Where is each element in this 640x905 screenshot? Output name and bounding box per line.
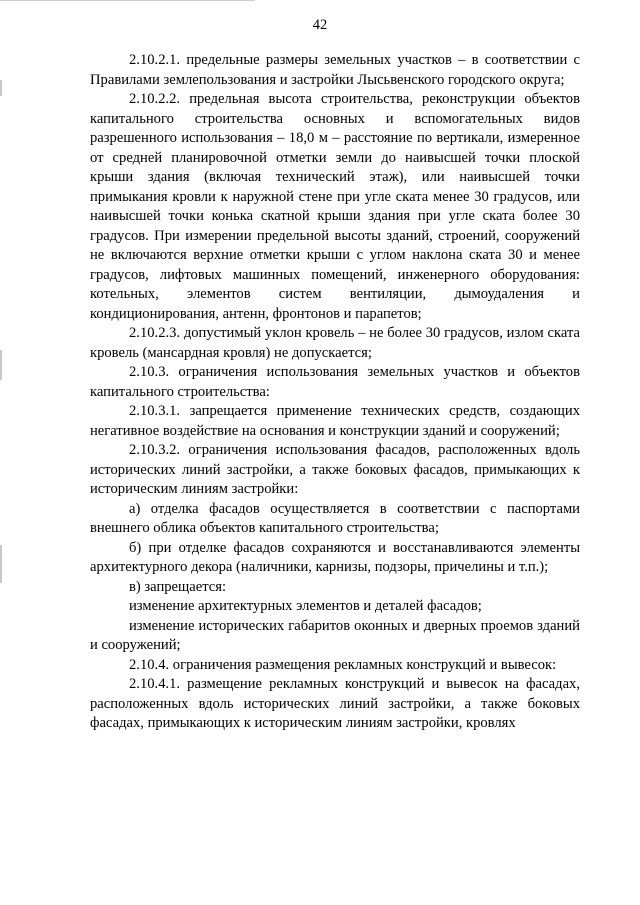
paragraph: 2.10.3.1. запрещается применение технических средств, создающих негативное воздействие на основания и конструкции зданий и сооружений; — [90, 403, 580, 439]
paragraph: изменение исторических габаритов оконных и дверных проемов зданий и сооружений; — [90, 617, 580, 653]
paragraph: 2.10.3. ограничения использования земельных участков и объектов капитального строительства: — [90, 364, 580, 400]
paragraph: б) при отделке фасадов сохраняются и восстанавливаются элементы архитектурного декора (наличники, карнизы, подзоры, причелины и т.п.); — [90, 539, 580, 575]
scan-edge-mark — [0, 350, 2, 380]
paragraph: 2.10.4.1. размещение рекламных конструкций и вывесок на фасадах, расположенных вдоль исторических линий застройки, а также боковых фасадах, примыкающих к историческим линиям застройки, кровлях — [90, 676, 580, 731]
scan-edge-mark — [0, 545, 2, 583]
page-number: 42 — [312, 17, 328, 33]
top-edge-rule — [0, 0, 255, 1]
paragraph: в) запрещается: — [129, 578, 227, 595]
paragraph: 2.10.2.2. предельная высота строительства, реконструкции объектов капитального строительства основных и вспомогательных видов разрешенного использования – 18,0 м – расстояние по вертикали, измеренное от средней планировочной отметки земли до наивысшей точки плоской крыши здания (включая технический этаж), или наивысшей точки примыкания кровли к наружной стене при угле ската менее 30 градусов, или наивысшей точки конька скатной крыши здания при угле ската более 30 градусов. При измерении предельной высоты зданий, строений, сооружений не включаются верхние отметки крыши с углом наклона ската 30 и менее градусов, лифтовых машинных помещений, инженерного оборудования: котельных, элементов систем вентиляции, дымоудаления и кондиционирования, антенн, фронтонов и парапетов; — [90, 91, 580, 322]
document-body — [90, 51, 580, 734]
scan-edge-mark — [0, 80, 2, 96]
paragraph: 2.10.3.2. ограничения использования фасадов, расположенных вдоль исторических линий застройки, а также боковых фасадов, примыкающих к историческим линиям застройки: — [90, 442, 580, 497]
paragraph: 2.10.4. ограничения размещения рекламных конструкций и вывесок: — [129, 656, 557, 673]
paragraph: 2.10.2.1. предельные размеры земельных участков – в соответствии с Правилами землепользования и застройки Лысьвенского городского округа; — [90, 52, 580, 88]
paragraph: 2.10.2.3. допустимый уклон кровель – не более 30 градусов, излом ската кровель (мансардная кровля) не допускается; — [90, 325, 580, 361]
paragraph: а) отделка фасадов осуществляется в соответствии с паспортами внешнего облика объектов капитального строительства; — [90, 500, 580, 536]
paragraph: изменение архитектурных элементов и деталей фасадов; — [129, 598, 482, 614]
